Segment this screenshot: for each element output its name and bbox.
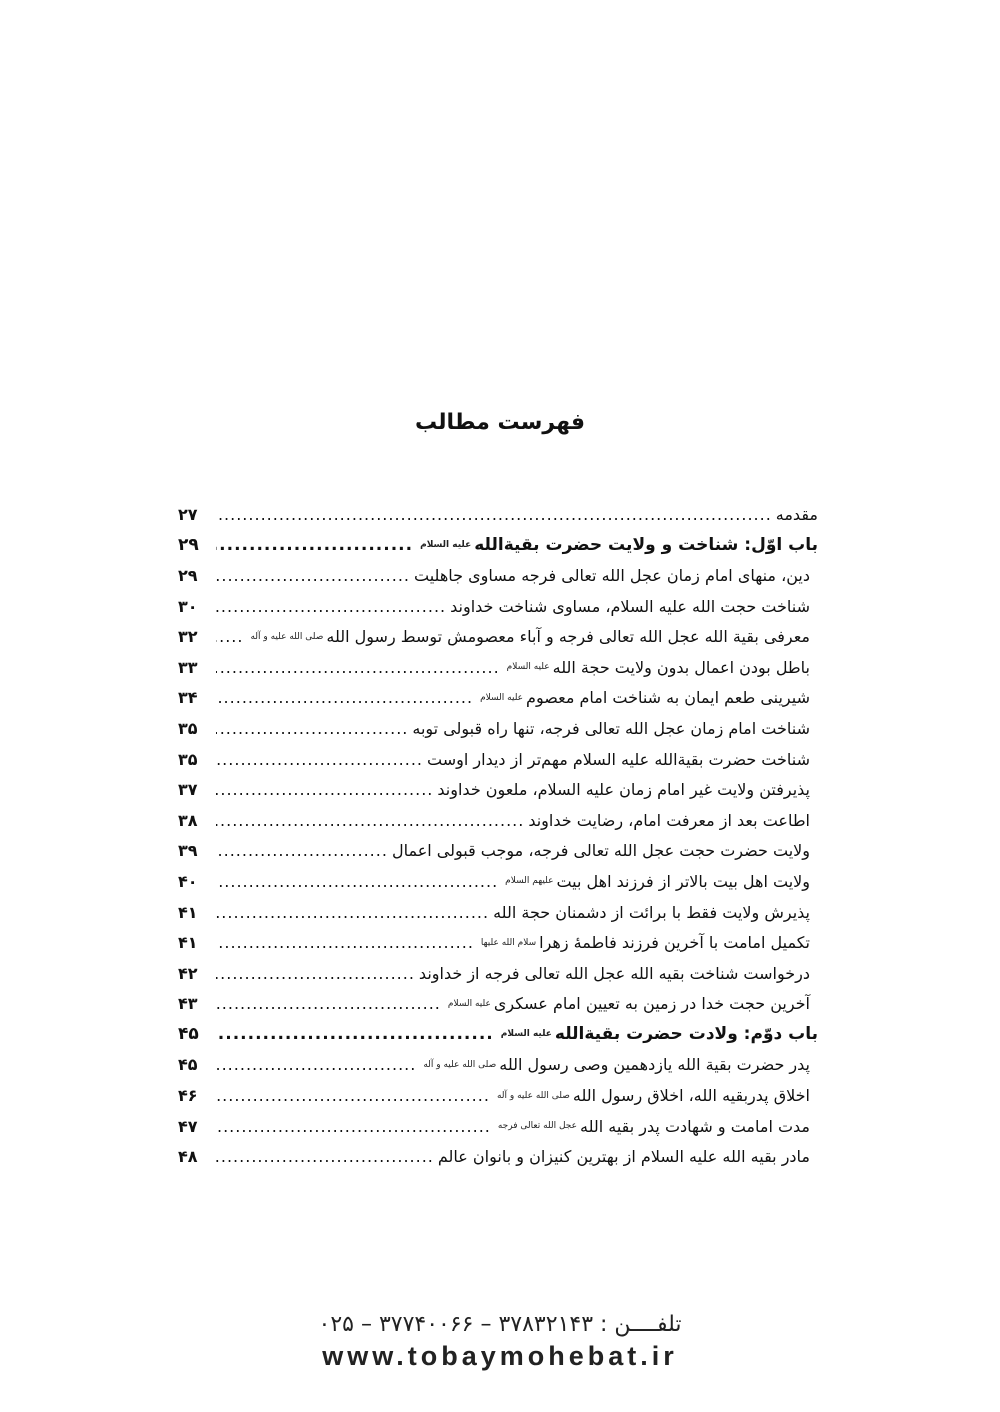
toc-entry-title: مادر بقیه الله علیه السلام از بهترین کنیزان و بانوان عالم [437, 1147, 810, 1167]
toc-row[interactable] [178, 560, 818, 591]
toc-entry-title: شناخت امام زمان عجل الله تعالی فرجه، تنها راه قبولی توبه [412, 718, 810, 738]
phone-numbers: ۳۷۸۳۲۱۴۳ – ۳۷۷۴۰۰۶۶ – ۰۲۵ [318, 1312, 594, 1337]
dot-leader [216, 627, 243, 646]
honorific-glyph: علیه السلام [500, 1029, 552, 1040]
dot-leader [216, 1117, 491, 1136]
toc-page-number: ۴۷ [178, 1116, 198, 1136]
toc-entry-title: باب دوّم: ولادت حضرت بقیةالله [554, 1024, 818, 1045]
toc-entry-title: پذیرش ولایت فقط با برائت از دشمنان حجة الله [493, 902, 810, 922]
toc-page-number: ۳۹ [178, 841, 198, 861]
toc-page-number: ۳۰ [178, 596, 198, 616]
toc-entry-title: اخلاق پدربقیه الله، اخلاق رسول الله [572, 1086, 810, 1106]
toc-page-number: ۴۶ [178, 1086, 198, 1106]
toc-page-number: ۴۳ [178, 994, 198, 1014]
table-of-contents [178, 499, 818, 1172]
dot-leader [216, 994, 441, 1013]
toc-row[interactable] [178, 621, 818, 652]
dot-leader [216, 597, 446, 616]
toc-page-number: ۳۸ [178, 810, 198, 830]
page-title: فهرست مطالب [414, 410, 586, 435]
toc-entry-title: باطل بودن اعمال بدون ولایت حجة الله [552, 657, 810, 677]
dot-leader [216, 964, 415, 983]
toc-entry-title: مدت امامت و شهادت پدر بقیه الله [579, 1116, 810, 1136]
dot-leader [216, 811, 524, 830]
toc-entry-title: درخواست شناخت بقیه الله عجل الله تعالی فرجه از خداوند [418, 963, 810, 983]
toc-entry-title: پذیرفتن ولایت غیر امام زمان علیه السلام، ملعون خداوند [437, 780, 810, 800]
toc-entry-title: شناخت حجت الله علیه السلام، مساوی شناخت خداوند [450, 596, 810, 616]
toc-entry-title: دین، منهای امام زمان عجل الله تعالی فرجه مساوی جاهلیت [414, 565, 810, 585]
toc-row[interactable] [178, 1141, 818, 1172]
honorific-glyph: علیهم السلام [505, 876, 554, 887]
footer [0, 1312, 1000, 1372]
honorific-glyph: عليه السلام [420, 539, 472, 550]
toc-row[interactable] [178, 713, 818, 744]
dot-leader [216, 1086, 490, 1105]
toc-row[interactable] [178, 683, 818, 714]
dot-leader [216, 872, 498, 891]
toc-page-number: ۲۹ [178, 565, 198, 585]
dot-leader [216, 1147, 434, 1166]
toc-page-number: ۴۸ [178, 1147, 198, 1167]
toc-entry-title: ولایت اهل بیت بالاتر از فرزند اهل بیت [556, 871, 810, 891]
toc-row[interactable] [178, 1050, 818, 1081]
phone-label: تلفــــن : [600, 1312, 682, 1337]
toc-page-number: ۳۵ [178, 718, 198, 738]
dot-leader [216, 903, 489, 922]
toc-row[interactable] [178, 897, 818, 928]
toc-entry-title: باب اوّل: شناخت و ولایت حضرت بقیةالله [474, 534, 818, 555]
honorific-glyph: عجل الله تعالی فرجه [497, 1121, 577, 1132]
toc-row[interactable] [178, 866, 818, 897]
toc-page-number: ۴۲ [178, 963, 198, 983]
toc-page-number: ۳۲ [178, 627, 198, 647]
dot-leader [216, 535, 413, 555]
dot-leader [216, 780, 433, 799]
toc-entry-title: شیرینی طعم ایمان به شناخت امام معصوم [526, 688, 810, 708]
toc-entry-title: پدر حضرت بقیة الله یازدهمین وصی رسول الله [499, 1055, 810, 1075]
honorific-glyph: سلام الله علیها [480, 937, 537, 948]
dot-leader [216, 841, 388, 860]
toc-page-number: ۴۰ [178, 871, 198, 891]
toc-page-number: ۳۴ [178, 688, 198, 708]
toc-page-number: ۳۳ [178, 657, 198, 677]
toc-entry-title: مقدمه [775, 504, 818, 524]
toc-row[interactable] [178, 805, 818, 836]
toc-page-number: ۴۱ [178, 902, 198, 922]
toc-row[interactable] [178, 1080, 818, 1111]
toc-entry-title: تکمیل امامت با آخرین فرزند فاطمهٔ زهرا [539, 933, 810, 953]
website-link[interactable]: www.tobaymohebat.ir [322, 1341, 678, 1371]
toc-entry-title: معرفی بقیة الله عجل الله تعالی فرجه و آباء معصومش توسط رسول الله [326, 627, 810, 647]
toc-entry-title: ولایت حضرت حجت عجل الله تعالی فرجه، موجب قبولی اعمال [391, 841, 810, 861]
toc-entry-title: شناخت حضرت بقیةالله علیه السلام مهم‌تر از دیدار اوست [427, 749, 810, 769]
toc-row[interactable] [178, 774, 818, 805]
honorific-glyph: صلی الله علیه و آله [423, 1059, 497, 1070]
dot-leader [216, 719, 408, 738]
toc-page-number: ۳۷ [178, 780, 198, 800]
toc-page-number: ۴۵ [178, 1055, 198, 1075]
toc-entry-title: آخرین حجت خدا در زمین به تعیین امام عسکری [493, 994, 810, 1014]
toc-page-number: ۴۱ [178, 933, 198, 953]
toc-row[interactable] [178, 836, 818, 867]
dot-leader [216, 1024, 494, 1044]
dot-leader [216, 750, 423, 769]
toc-entry-title: اطاعت بعد از معرفت امام، رضایت خداوند [528, 810, 810, 830]
toc-row[interactable] [178, 1111, 818, 1142]
dot-leader [216, 658, 500, 677]
dot-leader [216, 505, 772, 524]
toc-page-number: ۳۵ [178, 749, 198, 769]
honorific-glyph: علیه السلام [506, 662, 550, 673]
phone-line [0, 1312, 1000, 1337]
toc-chapter-row[interactable] [178, 1019, 818, 1050]
toc-page-number: ۲۹ [178, 534, 199, 555]
dot-leader [216, 566, 410, 585]
toc-row[interactable] [178, 958, 818, 989]
toc-row[interactable] [178, 591, 818, 622]
honorific-glyph: صلی الله علیه و آله [496, 1090, 570, 1101]
toc-row[interactable] [178, 652, 818, 683]
honorific-glyph: علیه السلام [447, 998, 491, 1009]
toc-row[interactable] [178, 499, 818, 530]
toc-row[interactable] [178, 989, 818, 1020]
toc-page-number: ۴۵ [178, 1024, 199, 1045]
toc-row[interactable] [178, 927, 818, 958]
dot-leader [216, 688, 473, 707]
toc-page-number: ۲۷ [178, 504, 198, 524]
toc-row[interactable] [178, 744, 818, 775]
toc-chapter-row[interactable] [178, 530, 818, 561]
dot-leader [216, 1055, 416, 1074]
honorific-glyph: علیه السلام [480, 692, 524, 703]
dot-leader [216, 933, 474, 952]
honorific-glyph: صلی الله علیه و آله [250, 631, 324, 642]
